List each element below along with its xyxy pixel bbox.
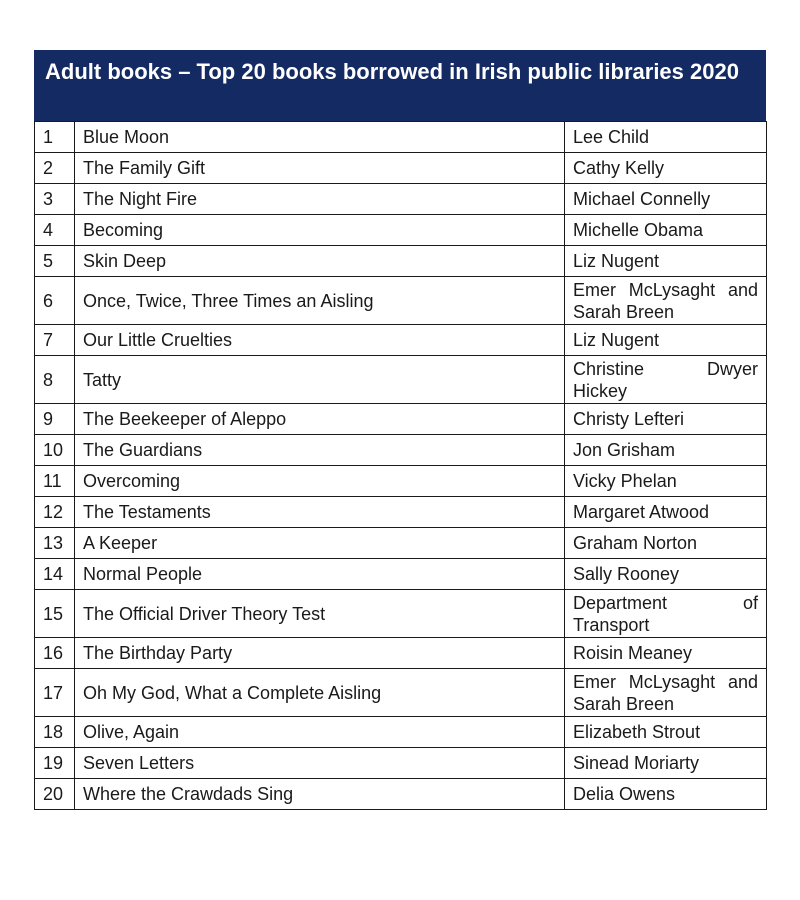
rank-cell: 4: [35, 215, 75, 246]
title-cell: A Keeper: [75, 528, 565, 559]
table-title: Adult books – Top 20 books borrowed in Irish public libraries 2020: [34, 50, 766, 121]
books-table-body: [35, 122, 767, 810]
author-cell: Jon Grisham: [565, 435, 767, 466]
author-cell: Christine Dwyer Hickey: [565, 356, 767, 404]
table-row: [35, 590, 767, 638]
rank-cell: 9: [35, 404, 75, 435]
rank-cell: 16: [35, 638, 75, 669]
rank-cell: 3: [35, 184, 75, 215]
author-cell: Michael Connelly: [565, 184, 767, 215]
rank-cell: 15: [35, 590, 75, 638]
title-cell: The Testaments: [75, 497, 565, 528]
title-cell: Oh My God, What a Complete Aisling: [75, 669, 565, 717]
rank-cell: 13: [35, 528, 75, 559]
author-cell: Liz Nugent: [565, 246, 767, 277]
author-cell: Michelle Obama: [565, 215, 767, 246]
rank-cell: 10: [35, 435, 75, 466]
author-cell: Vicky Phelan: [565, 466, 767, 497]
table-row: [35, 325, 767, 356]
rank-cell: 18: [35, 717, 75, 748]
table-row: [35, 497, 767, 528]
author-cell: Cathy Kelly: [565, 153, 767, 184]
rank-cell: 5: [35, 246, 75, 277]
author-cell: Emer McLysaght and Sarah Breen: [565, 669, 767, 717]
author-cell: Department of Transport: [565, 590, 767, 638]
author-cell: Liz Nugent: [565, 325, 767, 356]
table-row: [35, 404, 767, 435]
rank-cell: 8: [35, 356, 75, 404]
table-row: [35, 356, 767, 404]
table-row: [35, 748, 767, 779]
author-cell: Roisin Meaney: [565, 638, 767, 669]
author-cell: Delia Owens: [565, 779, 767, 810]
author-cell: Sally Rooney: [565, 559, 767, 590]
rank-cell: 11: [35, 466, 75, 497]
table-row: [35, 184, 767, 215]
author-cell: Elizabeth Strout: [565, 717, 767, 748]
table-row: [35, 528, 767, 559]
title-cell: Becoming: [75, 215, 565, 246]
table-row: [35, 435, 767, 466]
title-cell: Our Little Cruelties: [75, 325, 565, 356]
title-cell: Seven Letters: [75, 748, 565, 779]
title-cell: Once, Twice, Three Times an Aisling: [75, 277, 565, 325]
rank-cell: 7: [35, 325, 75, 356]
table-row: [35, 277, 767, 325]
title-cell: Where the Crawdads Sing: [75, 779, 565, 810]
rank-cell: 19: [35, 748, 75, 779]
title-cell: Blue Moon: [75, 122, 565, 153]
author-cell: Graham Norton: [565, 528, 767, 559]
title-cell: The Guardians: [75, 435, 565, 466]
rank-cell: 6: [35, 277, 75, 325]
author-cell: Sinead Moriarty: [565, 748, 767, 779]
rank-cell: 14: [35, 559, 75, 590]
title-cell: The Official Driver Theory Test: [75, 590, 565, 638]
title-cell: Normal People: [75, 559, 565, 590]
title-cell: Skin Deep: [75, 246, 565, 277]
table-row: [35, 246, 767, 277]
table-row: [35, 717, 767, 748]
author-cell: Lee Child: [565, 122, 767, 153]
title-cell: The Birthday Party: [75, 638, 565, 669]
author-cell: Margaret Atwood: [565, 497, 767, 528]
table-row: [35, 215, 767, 246]
title-cell: The Family Gift: [75, 153, 565, 184]
title-cell: Olive, Again: [75, 717, 565, 748]
table-row: [35, 669, 767, 717]
table-row: [35, 638, 767, 669]
table-row: [35, 122, 767, 153]
rank-cell: 12: [35, 497, 75, 528]
rank-cell: 2: [35, 153, 75, 184]
table-row: [35, 153, 767, 184]
title-cell: Overcoming: [75, 466, 565, 497]
title-cell: Tatty: [75, 356, 565, 404]
table-row: [35, 466, 767, 497]
table-row: [35, 779, 767, 810]
author-cell: Emer McLysaght and Sarah Breen: [565, 277, 767, 325]
document: [34, 50, 766, 810]
rank-cell: 17: [35, 669, 75, 717]
rank-cell: 20: [35, 779, 75, 810]
title-cell: The Night Fire: [75, 184, 565, 215]
rank-cell: 1: [35, 122, 75, 153]
author-cell: Christy Lefteri: [565, 404, 767, 435]
title-cell: The Beekeeper of Aleppo: [75, 404, 565, 435]
table-row: [35, 559, 767, 590]
books-table: [34, 121, 767, 810]
